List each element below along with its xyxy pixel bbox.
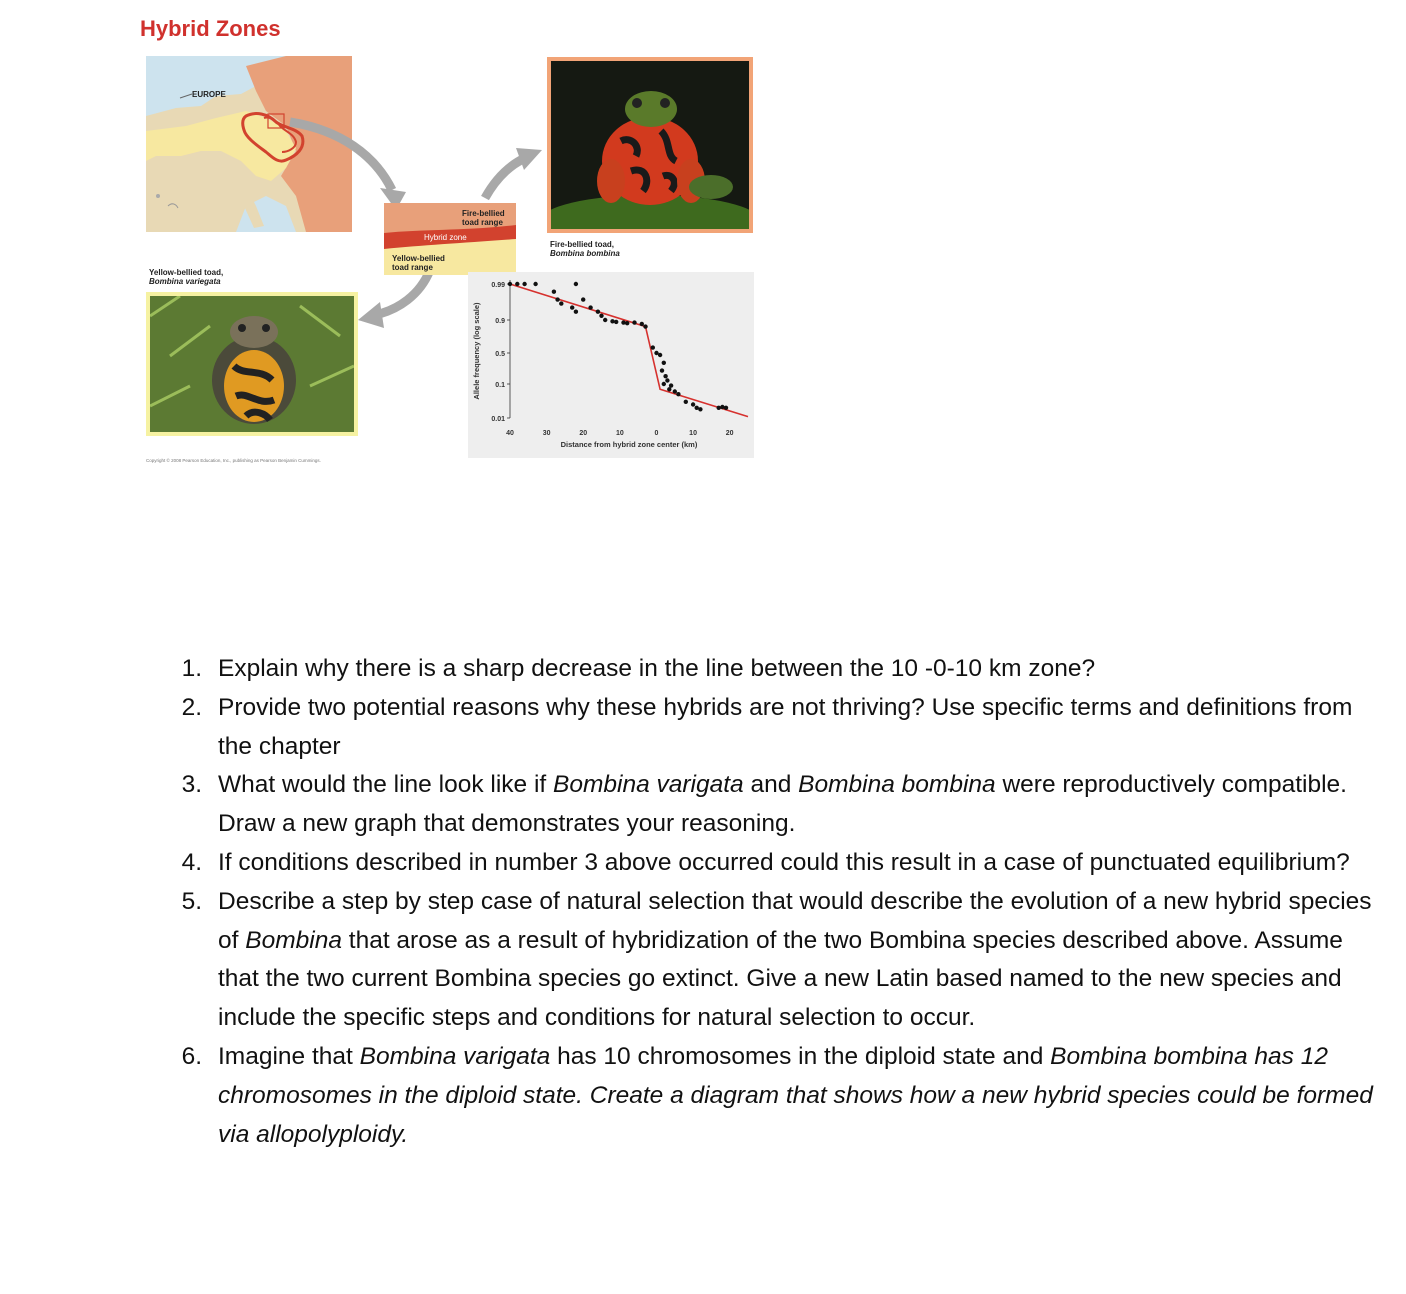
- question-text: Provide two potential reasons why these hybrids are not thriving? Use specific terms and definitions from the chapter: [218, 693, 1353, 760]
- x-tick-label: 40: [506, 430, 514, 437]
- data-point: [570, 305, 574, 309]
- data-point: [552, 290, 556, 294]
- question-text: that arose as a result of hybridization of the two Bombina species described above. Assume that the two current Bombina species go extinct. Give a new Latin based named to the new species and include the specific steps and conditions for natural selection to occur.: [218, 926, 1343, 1032]
- data-point: [663, 374, 667, 378]
- question-text: has 10 chromosomes in the diploid state and: [550, 1042, 1051, 1070]
- data-point: [621, 320, 625, 324]
- question-number: 3.: [181, 771, 202, 799]
- yellow-bellied-toad-photo: [146, 292, 358, 436]
- data-point: [574, 282, 578, 286]
- y-tick-label: 0.99: [491, 282, 505, 289]
- data-point: [581, 297, 585, 301]
- data-point: [698, 407, 702, 411]
- x-tick-label: 0: [654, 430, 659, 437]
- italic-text: Bombina bombina has 12 chromosomes in the diploid state. Create a diagram that shows how a new hybrid species could be formed via allopolyploidy.: [218, 1042, 1373, 1148]
- copyright-notice: Copyright © 2008 Pearson Education, Inc., publishing as Pearson Benjamin Cummings.: [146, 458, 321, 463]
- allele-frequency-chart: [468, 272, 754, 458]
- data-point: [660, 368, 664, 372]
- question-item: [166, 766, 1381, 844]
- question-text: were reproductively compatible. Draw a new graph that demonstrates your reasoning.: [218, 771, 1347, 838]
- data-point: [522, 282, 526, 286]
- data-point: [640, 322, 644, 326]
- y-axis-label: Allele frequency (log scale): [472, 302, 481, 400]
- x-axis-label: Distance from hybrid zone center (km): [560, 440, 698, 449]
- data-point: [632, 320, 636, 324]
- fire-bellied-toad-photo: [547, 57, 753, 233]
- map-label: EUROPE: [192, 90, 226, 99]
- italic-text: Bombina bombina: [798, 771, 996, 799]
- data-point: [662, 382, 666, 386]
- data-point: [665, 378, 669, 382]
- data-point: [691, 402, 695, 406]
- data-point: [667, 387, 671, 391]
- data-point: [610, 319, 614, 323]
- y-tick-label: 0.5: [495, 351, 505, 358]
- data-point: [596, 310, 600, 314]
- x-tick-label: 30: [542, 430, 551, 437]
- data-point: [662, 361, 666, 365]
- data-point: [603, 318, 607, 322]
- data-point: [555, 297, 559, 301]
- y-tick-label: 0.01: [491, 416, 505, 423]
- question-item: [166, 844, 1381, 883]
- yellow-range-label: Yellow-bellied toad range: [392, 254, 445, 272]
- data-point: [508, 282, 512, 286]
- x-tick-label: 20: [579, 430, 588, 437]
- page-title: Hybrid Zones: [140, 16, 281, 41]
- data-point: [559, 301, 563, 305]
- range-diagram: [384, 203, 516, 275]
- data-point: [574, 310, 578, 314]
- data-point: [588, 305, 592, 309]
- question-text: Explain why there is a sharp decrease in the line between the 10 -0-10 km zone?: [218, 655, 1096, 682]
- question-item: [166, 1038, 1381, 1154]
- data-point: [625, 321, 629, 325]
- question-number: 1.: [181, 655, 202, 682]
- fire-bellied-caption: Fire-bellied toad, Bombina bombina: [550, 240, 620, 258]
- data-point: [651, 345, 655, 349]
- question-text: If conditions described in number 3 above occurred could this result in a case of punctuated equilibrium?: [218, 848, 1350, 876]
- question-text: and: [743, 771, 799, 799]
- data-point: [684, 400, 688, 404]
- question-item: [166, 650, 1381, 689]
- chart-svg: [468, 272, 754, 458]
- x-tick-label: 20: [725, 430, 734, 437]
- data-point: [599, 314, 603, 318]
- y-tick-label: 0.9: [495, 318, 505, 325]
- question-item: [166, 689, 1381, 767]
- data-point: [533, 282, 537, 286]
- question-number: 2.: [181, 693, 202, 721]
- italic-text: Bombina varigata: [359, 1042, 551, 1070]
- data-point: [717, 406, 721, 410]
- data-point: [643, 324, 647, 328]
- cline-fit-line: [510, 284, 748, 417]
- x-tick-label: 10: [689, 430, 697, 437]
- data-point: [614, 320, 618, 324]
- x-tick-label: 10: [615, 430, 624, 437]
- fire-range-label: Fire-bellied toad range: [462, 209, 505, 227]
- yellow-bellied-caption: Yellow-bellied toad, Bombina variegata: [149, 268, 224, 286]
- question-list: [166, 650, 1381, 1154]
- data-point: [676, 392, 680, 396]
- y-tick-label: 0.1: [495, 382, 505, 389]
- data-point: [673, 389, 677, 393]
- italic-text: Bombina: [245, 926, 342, 954]
- data-point: [724, 406, 728, 410]
- question-text: Imagine that: [218, 1042, 360, 1070]
- question-text: What would the line look like if: [218, 771, 553, 799]
- question-number: 4.: [181, 848, 202, 876]
- question-text: Describe a step by step case of natural selection that would describe the evolution of a new hybrid species of: [218, 887, 1372, 954]
- question-number: 6.: [181, 1042, 202, 1070]
- italic-text: Bombina varigata: [553, 771, 744, 799]
- question-item: [166, 883, 1381, 1038]
- question-number: 5.: [181, 887, 202, 915]
- data-point: [658, 353, 662, 357]
- hybrid-zone-label: Hybrid zone: [424, 233, 467, 242]
- data-point: [515, 282, 519, 286]
